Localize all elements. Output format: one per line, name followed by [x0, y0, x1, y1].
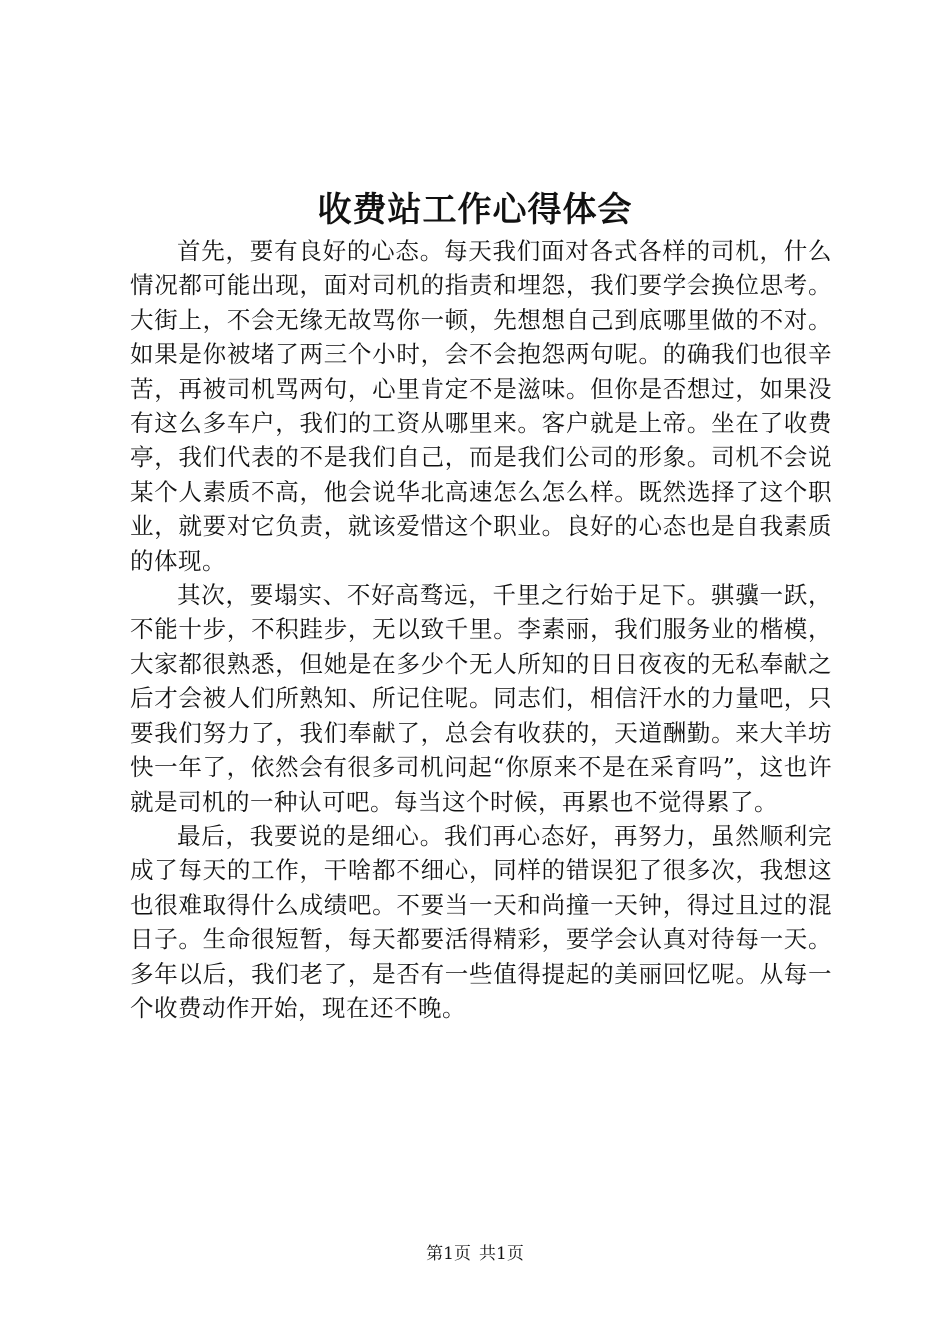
page-footer: [0, 1242, 950, 1266]
paragraph-carefulness: 最后，我要说的是细心。我们再心态好，再努力，虽然顺利完成了每天的工作，干啥都不细心，同样的错误犯了很多次，我想这也很难取得什么成绩吧。不要当一天和尚撞一天钟，得过且过的混日子。生命很短暂，每天都要活得精彩，要学会认真对待每一天。多年以后，我们老了，是否有一些值得提起的美丽回忆呢。从每一个收费动作开始，现在还不晚。: [130, 821, 832, 1022]
paragraph-attitude: 首先，要有良好的心态。每天我们面对各式各样的司机，什么情况都可能出现，面对司机的指责和埋怨，我们要学会换位思考。大街上，不会无缘无故骂你一顿，先想想自己到底哪里做的不对。如果是你被堵了两三个小时，会不会抱怨两句呢。的确我们也很辛苦，再被司机骂两句，心里肯定不是滋味。但你是否想过，如果没有这么多车户，我们的工资从哪里来。客户就是上帝。坐在了收费亭，我们代表的不是我们自己，而是我们公司的形象。司机不会说某个人素质不高，他会说华北高速怎么怎么样。既然选择了这个职业，就要对它负责，就该爱惜这个职业。良好的心态也是自我素质的体现。: [130, 237, 832, 575]
page-number: 第1页: [426, 1244, 471, 1264]
paragraph-diligence: 其次，要塌实、不好高骛远，千里之行始于足下。骐骥一跃，不能十步，不积跬步，无以致千里。李素丽，我们服务业的楷模，大家都很熟悉，但她是在多少个无人所知的日日夜夜的无私奉献之后才会被人们所熟知、所记住呢。同志们，相信汗水的力量吧，只要我们努力了，我们奉献了，总会有收获的，天道酬勤。来大羊坊快一年了，依然会有很多司机问起“你原来不是在采育吗”，这也许就是司机的一种认可吧。每当这个时候，再累也不觉得累了。: [130, 581, 832, 816]
page-total: 共1页: [479, 1244, 524, 1264]
document-body: [130, 234, 832, 1025]
document-title: 收费站工作心得体会: [317, 190, 633, 230]
